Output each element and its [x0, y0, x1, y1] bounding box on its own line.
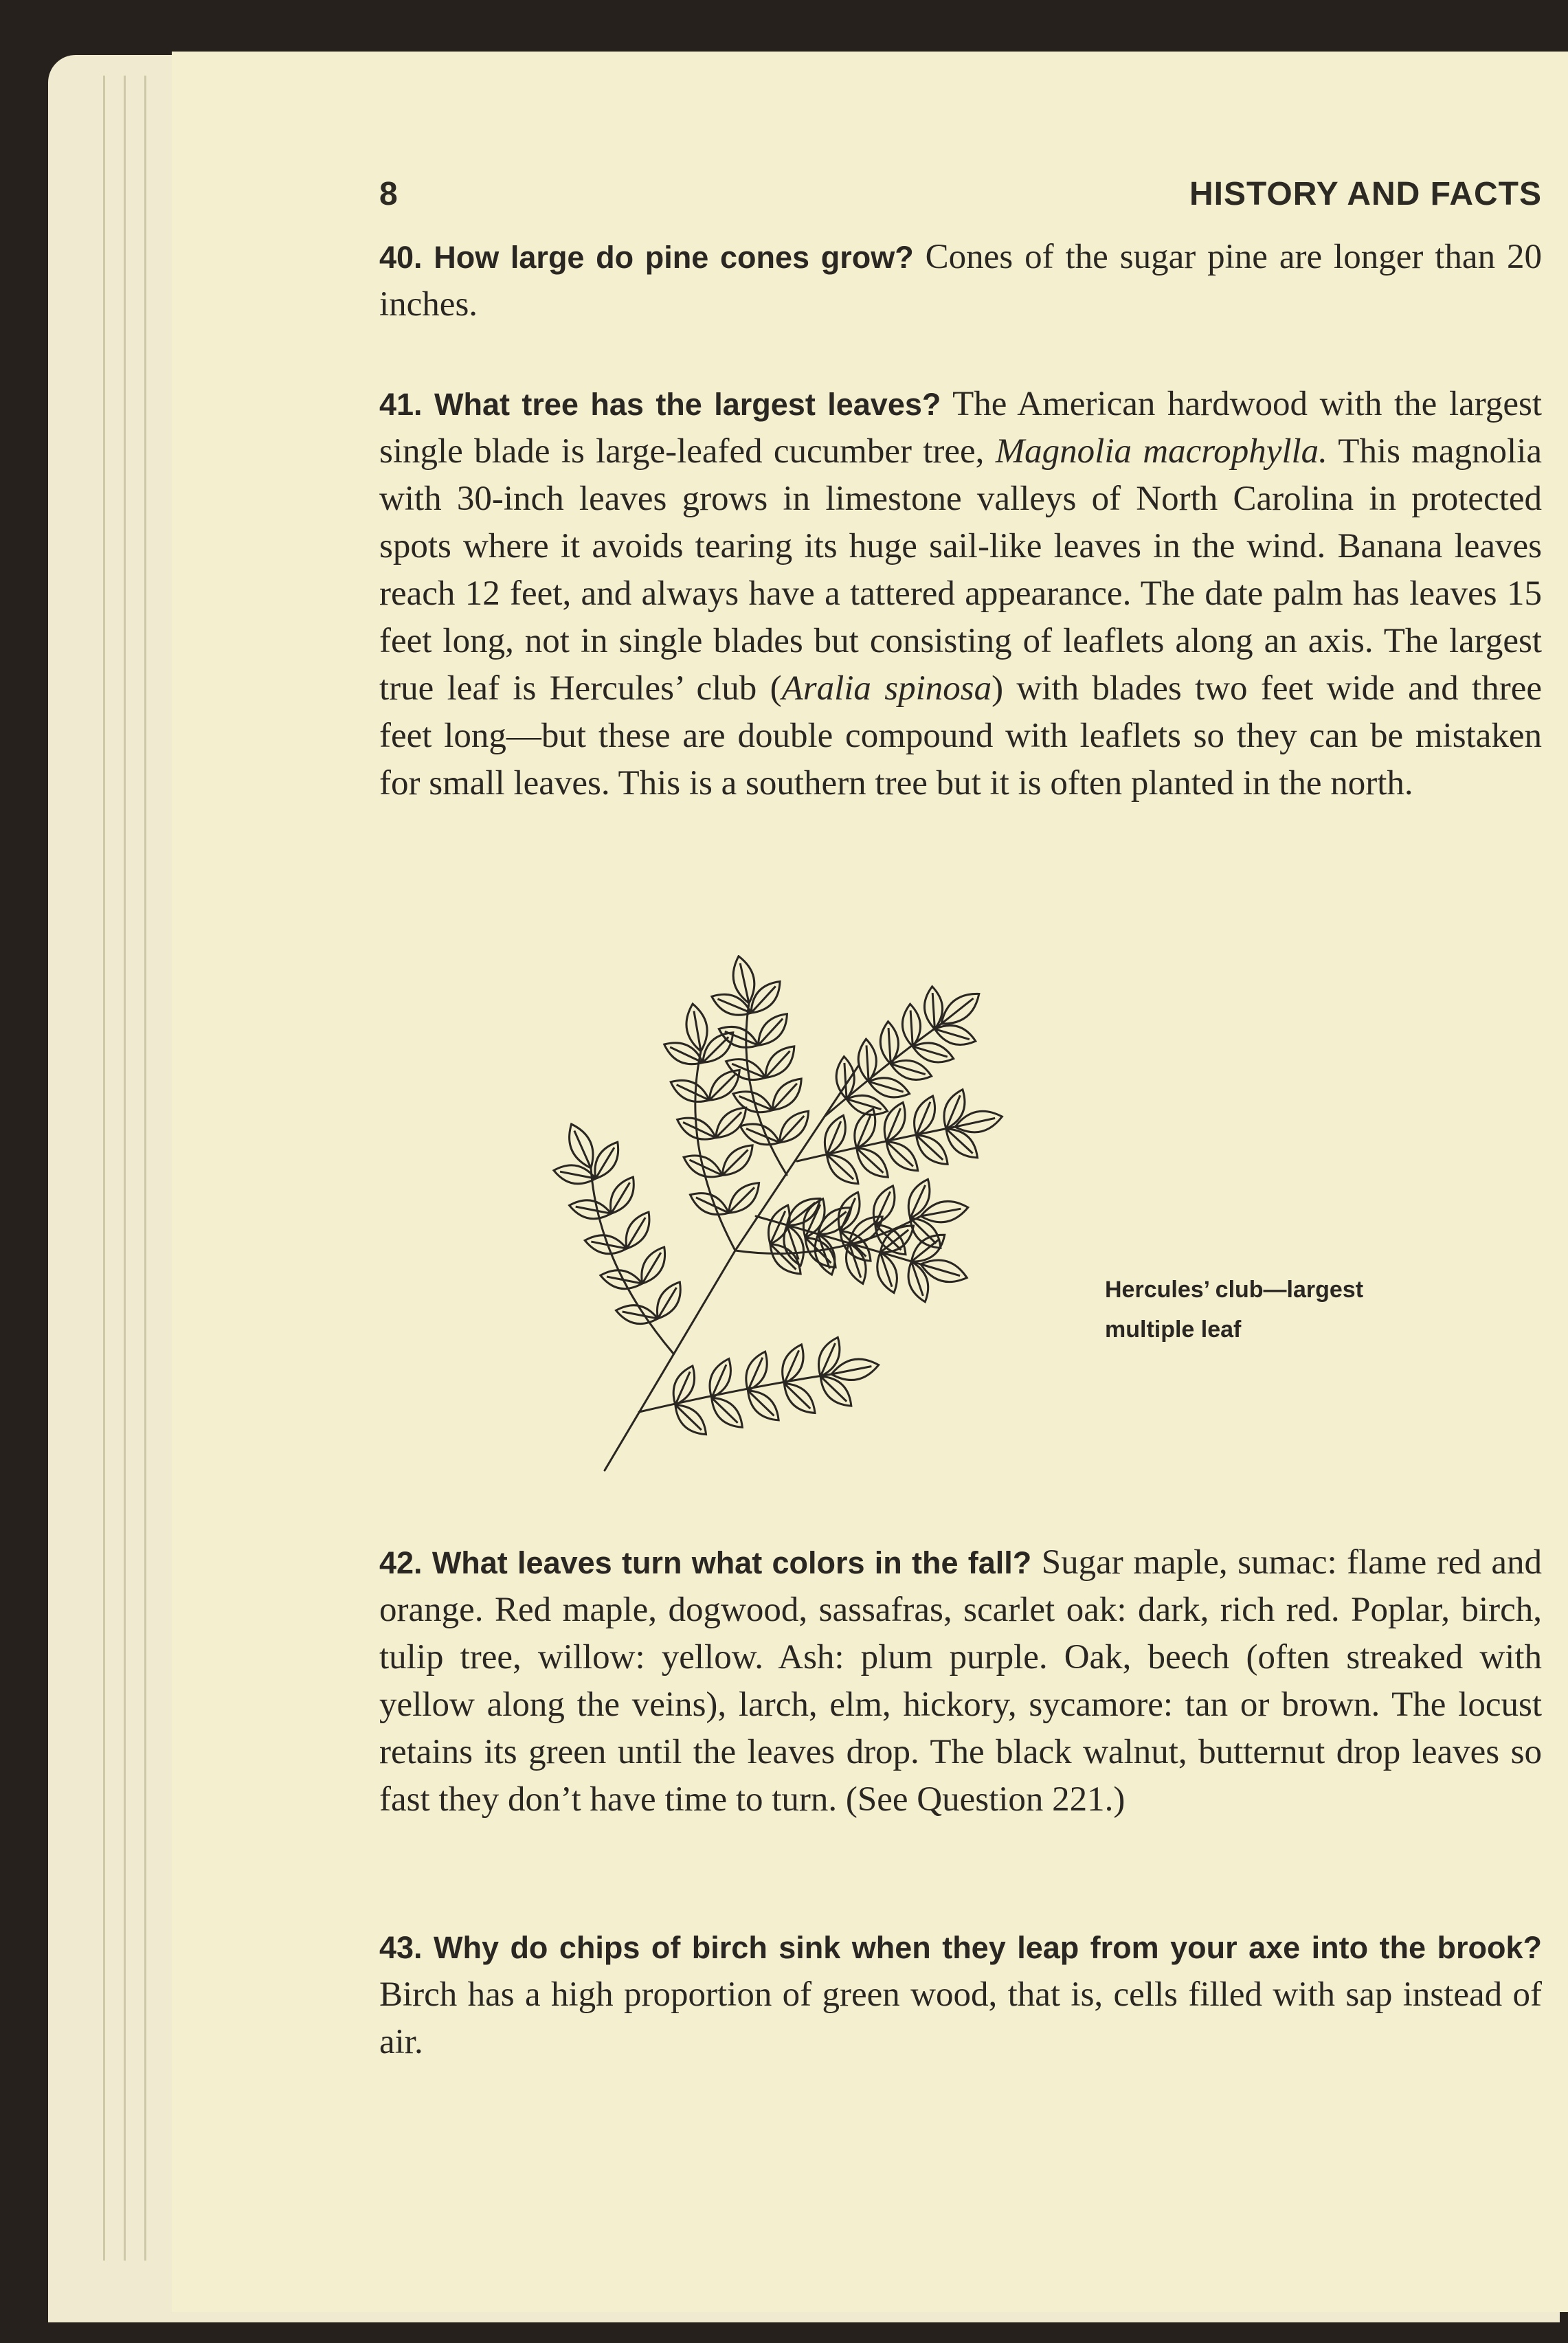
leaflet-shape	[669, 1398, 713, 1441]
question-answer-part: ) with blades two feet wide and three feet long—but these are double compound with leaflets so they can be mistaken for small leaves. This is a southern tree but it is often planted in the north.	[379, 669, 1542, 803]
figure-caption-line: multiple leaf	[1105, 1316, 1242, 1343]
question-heading: 42. What leaves turn what colors in the fall?	[379, 1545, 1032, 1580]
leaflet-shape	[706, 1391, 749, 1434]
leaflet-shape	[716, 1139, 759, 1182]
species-name: Aralia spinosa	[781, 669, 992, 708]
leaflet-shape	[703, 1064, 746, 1106]
leaflet-shape	[759, 1040, 800, 1084]
question-answer-part: This magnolia with 30-inch leaves grows in limestone valleys of North Carolina in protected spots where it avoids tearing its huge sail-like leaves in the wind. Banana leaves reach 12 feet, and always have a tattered appearance. The date palm has leaves 15 feet long, not in single blades but consisting of leaflets along an axis. The largest true leaf is Hercules’ club (	[379, 432, 1543, 708]
question-41	[379, 381, 1542, 807]
question-heading: 43. Why do chips of birch sink when they leap from your axe into the brook?	[379, 1930, 1542, 1965]
leaflet-shape	[562, 1120, 600, 1172]
page-edge-line	[124, 76, 126, 2261]
hercules-club-leaf-illustration	[508, 955, 1031, 1505]
question-42	[379, 1539, 1542, 1824]
page-number: 8	[379, 176, 398, 212]
leaflet-shape	[741, 1384, 785, 1426]
leaflet-shape	[766, 1073, 808, 1116]
leaflet-shape	[680, 1149, 726, 1183]
question-answer: Cones of the sugar pine are longer than 20 inches.	[379, 238, 1543, 324]
leaflet-shape	[583, 1232, 629, 1257]
leaflet-shape	[730, 1086, 776, 1119]
page-edge-line	[144, 76, 146, 2261]
leaflet-shape	[778, 1377, 821, 1420]
leaflet-shape	[867, 1182, 901, 1228]
question-heading: 40. How large do pine cones grow?	[379, 240, 914, 275]
question-heading: 41. What tree has the largest leaves?	[379, 387, 941, 422]
leaflet-shape	[715, 1020, 761, 1053]
leaflet-shape	[568, 1197, 613, 1222]
running-header	[379, 175, 1542, 223]
question-answer-part: The American hardwood with the largest single blade is large-leafed cucumber tree,	[379, 385, 1542, 471]
leaflet-shape	[614, 1301, 660, 1327]
question-answer: Sugar maple, sumac: flame red and orange. Red maple, dogwood, sassafras, scarlet oak: dark, rich red. Poplar, birch, tulip tree, willow: yellow. Ash: plum purple. Oak, beech (often streaked with yellow along the veins), larch, elm, hickory, sycamore: tan or brown. The locust retains its green until the leaves drop. The black walnut, butternut drop leaves so fast they don’t have time to turn. (See Question 221.)	[379, 1543, 1543, 1819]
leaflet-shape	[849, 1106, 882, 1152]
figure-caption-line: Hercules’ club—largest	[1105, 1277, 1364, 1303]
leaflet-shape	[722, 1176, 765, 1219]
leaflet-shape	[598, 1266, 644, 1292]
species-name: Magnolia macrophylla.	[995, 432, 1328, 471]
leaflet-shape	[832, 1189, 866, 1235]
running-title: HISTORY AND FACTS	[1189, 176, 1542, 212]
leaflet-shape	[752, 1008, 794, 1051]
question-43	[379, 1924, 1542, 2066]
page-edge-line	[103, 76, 105, 2261]
leaflet-shape	[903, 1259, 934, 1305]
figure-caption	[1105, 1270, 1462, 1349]
question-40	[379, 234, 1542, 328]
question-answer: Birch has a high proportion of green wood, that is, cells filled with sap instead of air.	[379, 1975, 1542, 2061]
leaflet-shape	[667, 1074, 713, 1108]
leaflet-shape	[908, 1092, 941, 1139]
leaflet-shape	[764, 1237, 807, 1280]
